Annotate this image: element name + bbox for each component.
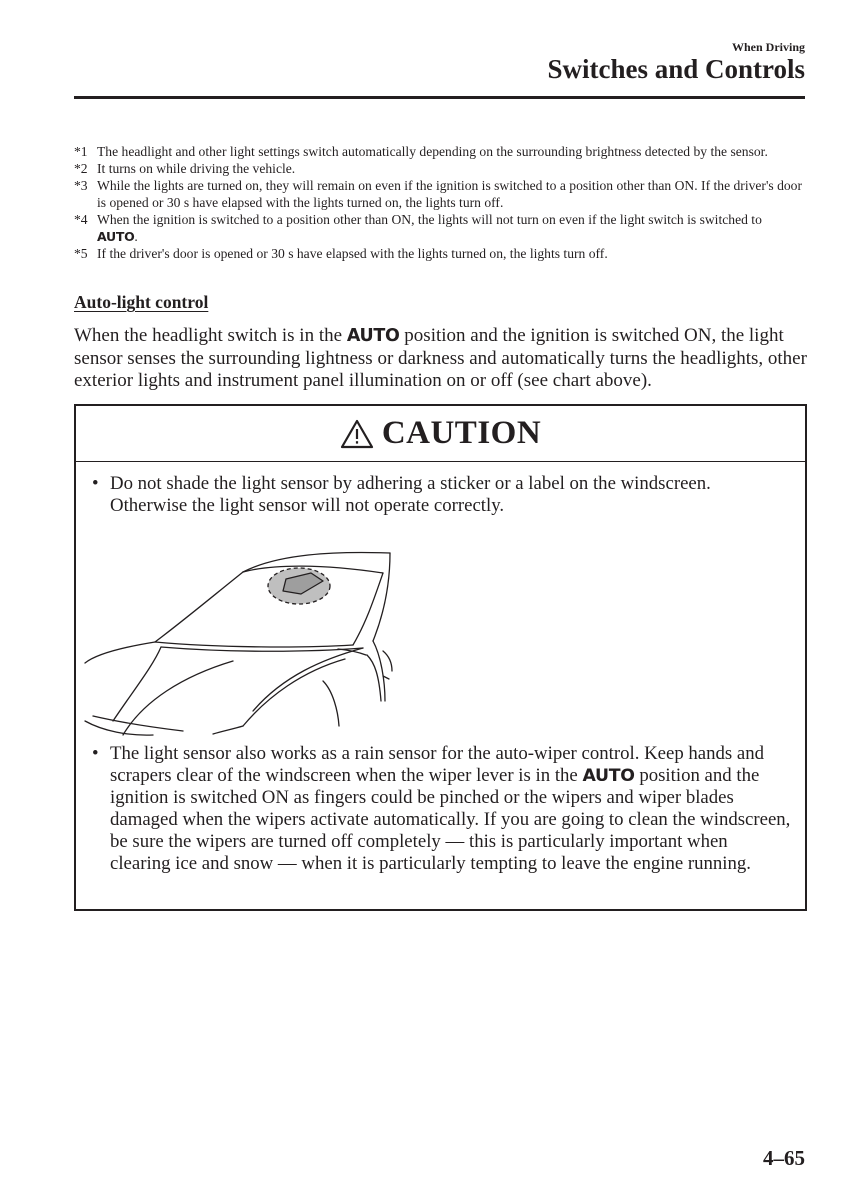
bullet-text-part: position and the ignition is switched ON as fingers could be pinched or the wipers and wiper blades damaged when the wipers activate automatically. If you are going to clean the windscreen, be sure the wipers are turned off completely — this is particularly important when clearing ice and snow — when it is particularly tempting to leave the engine running. bbox=[110, 765, 791, 874]
footnote-text-part: When the ignition is switched to a position other than ON, the lights will not turn on even if the light switch is switched to bbox=[97, 212, 762, 227]
windscreen-sensor-illustration bbox=[83, 551, 398, 736]
bullet-text bbox=[110, 743, 792, 875]
auto-badge: AUTO bbox=[582, 766, 635, 786]
bullet-symbol: • bbox=[92, 473, 99, 494]
bullet-text-part: The light sensor also works as a rain sensor for the auto-wiper control. Keep hands and scrapers clear of the windscreen when the wiper lever is in the bbox=[110, 743, 765, 786]
footnote-marker: *4 bbox=[74, 212, 88, 227]
footnote-5 bbox=[74, 245, 806, 262]
footnote-marker: *5 bbox=[74, 246, 88, 261]
footnote-marker: *2 bbox=[74, 161, 88, 176]
footnote-text: If the driver's door is opened or 30 s have elapsed with the lights turned on, the lights turn off. bbox=[97, 246, 608, 261]
caution-bullet-2 bbox=[92, 743, 792, 875]
footnote-text: While the lights are turned on, they will remain on even if the ignition is switched to a position other than ON. If the driver's door is opened or 30 s have elapsed with the lights turned on, the lights turn off. bbox=[97, 178, 803, 210]
footnote-text-part: . bbox=[134, 229, 138, 244]
warning-triangle-icon bbox=[340, 419, 374, 449]
auto-badge: AUTO bbox=[97, 229, 135, 244]
footnotes bbox=[74, 143, 806, 262]
caution-bullet-1 bbox=[92, 473, 792, 517]
body-text-part: When the headlight switch is in the bbox=[74, 325, 347, 346]
footnote-text: The headlight and other light settings switch automatically depending on the surrounding brightness detected by the sensor. bbox=[97, 144, 768, 159]
footnote-text: It turns on while driving the vehicle. bbox=[97, 161, 296, 176]
footnote-marker: *1 bbox=[74, 144, 88, 159]
caution-box bbox=[74, 404, 807, 911]
body-text-part: position and the ignition is switched ON, the light sensor senses the surrounding lightness or darkness and automatically turns the headlights, other exterior lights and instrument panel illumination on or off (see chart above). bbox=[74, 325, 807, 391]
footnote-text bbox=[97, 211, 806, 245]
footnote-marker: *3 bbox=[74, 178, 88, 193]
caution-header bbox=[76, 406, 805, 462]
header-divider bbox=[74, 96, 805, 99]
footnote-3 bbox=[74, 177, 806, 211]
bullet-symbol: • bbox=[92, 743, 99, 764]
auto-badge: AUTO bbox=[346, 326, 400, 346]
page-number: 4–65 bbox=[763, 1146, 805, 1170]
footnote-1 bbox=[74, 143, 806, 160]
section-heading: Auto-light control bbox=[74, 292, 209, 312]
section-label: When Driving bbox=[731, 40, 805, 54]
section-body bbox=[74, 325, 809, 393]
page-title: Switches and Controls bbox=[547, 54, 805, 84]
caution-title: CAUTION bbox=[381, 415, 542, 451]
bullet-text: Do not shade the light sensor by adhering a sticker or a label on the windscreen. Otherwise the light sensor will not operate correctly. bbox=[110, 473, 711, 516]
footnote-2 bbox=[74, 160, 806, 177]
footnote-4 bbox=[74, 211, 806, 245]
